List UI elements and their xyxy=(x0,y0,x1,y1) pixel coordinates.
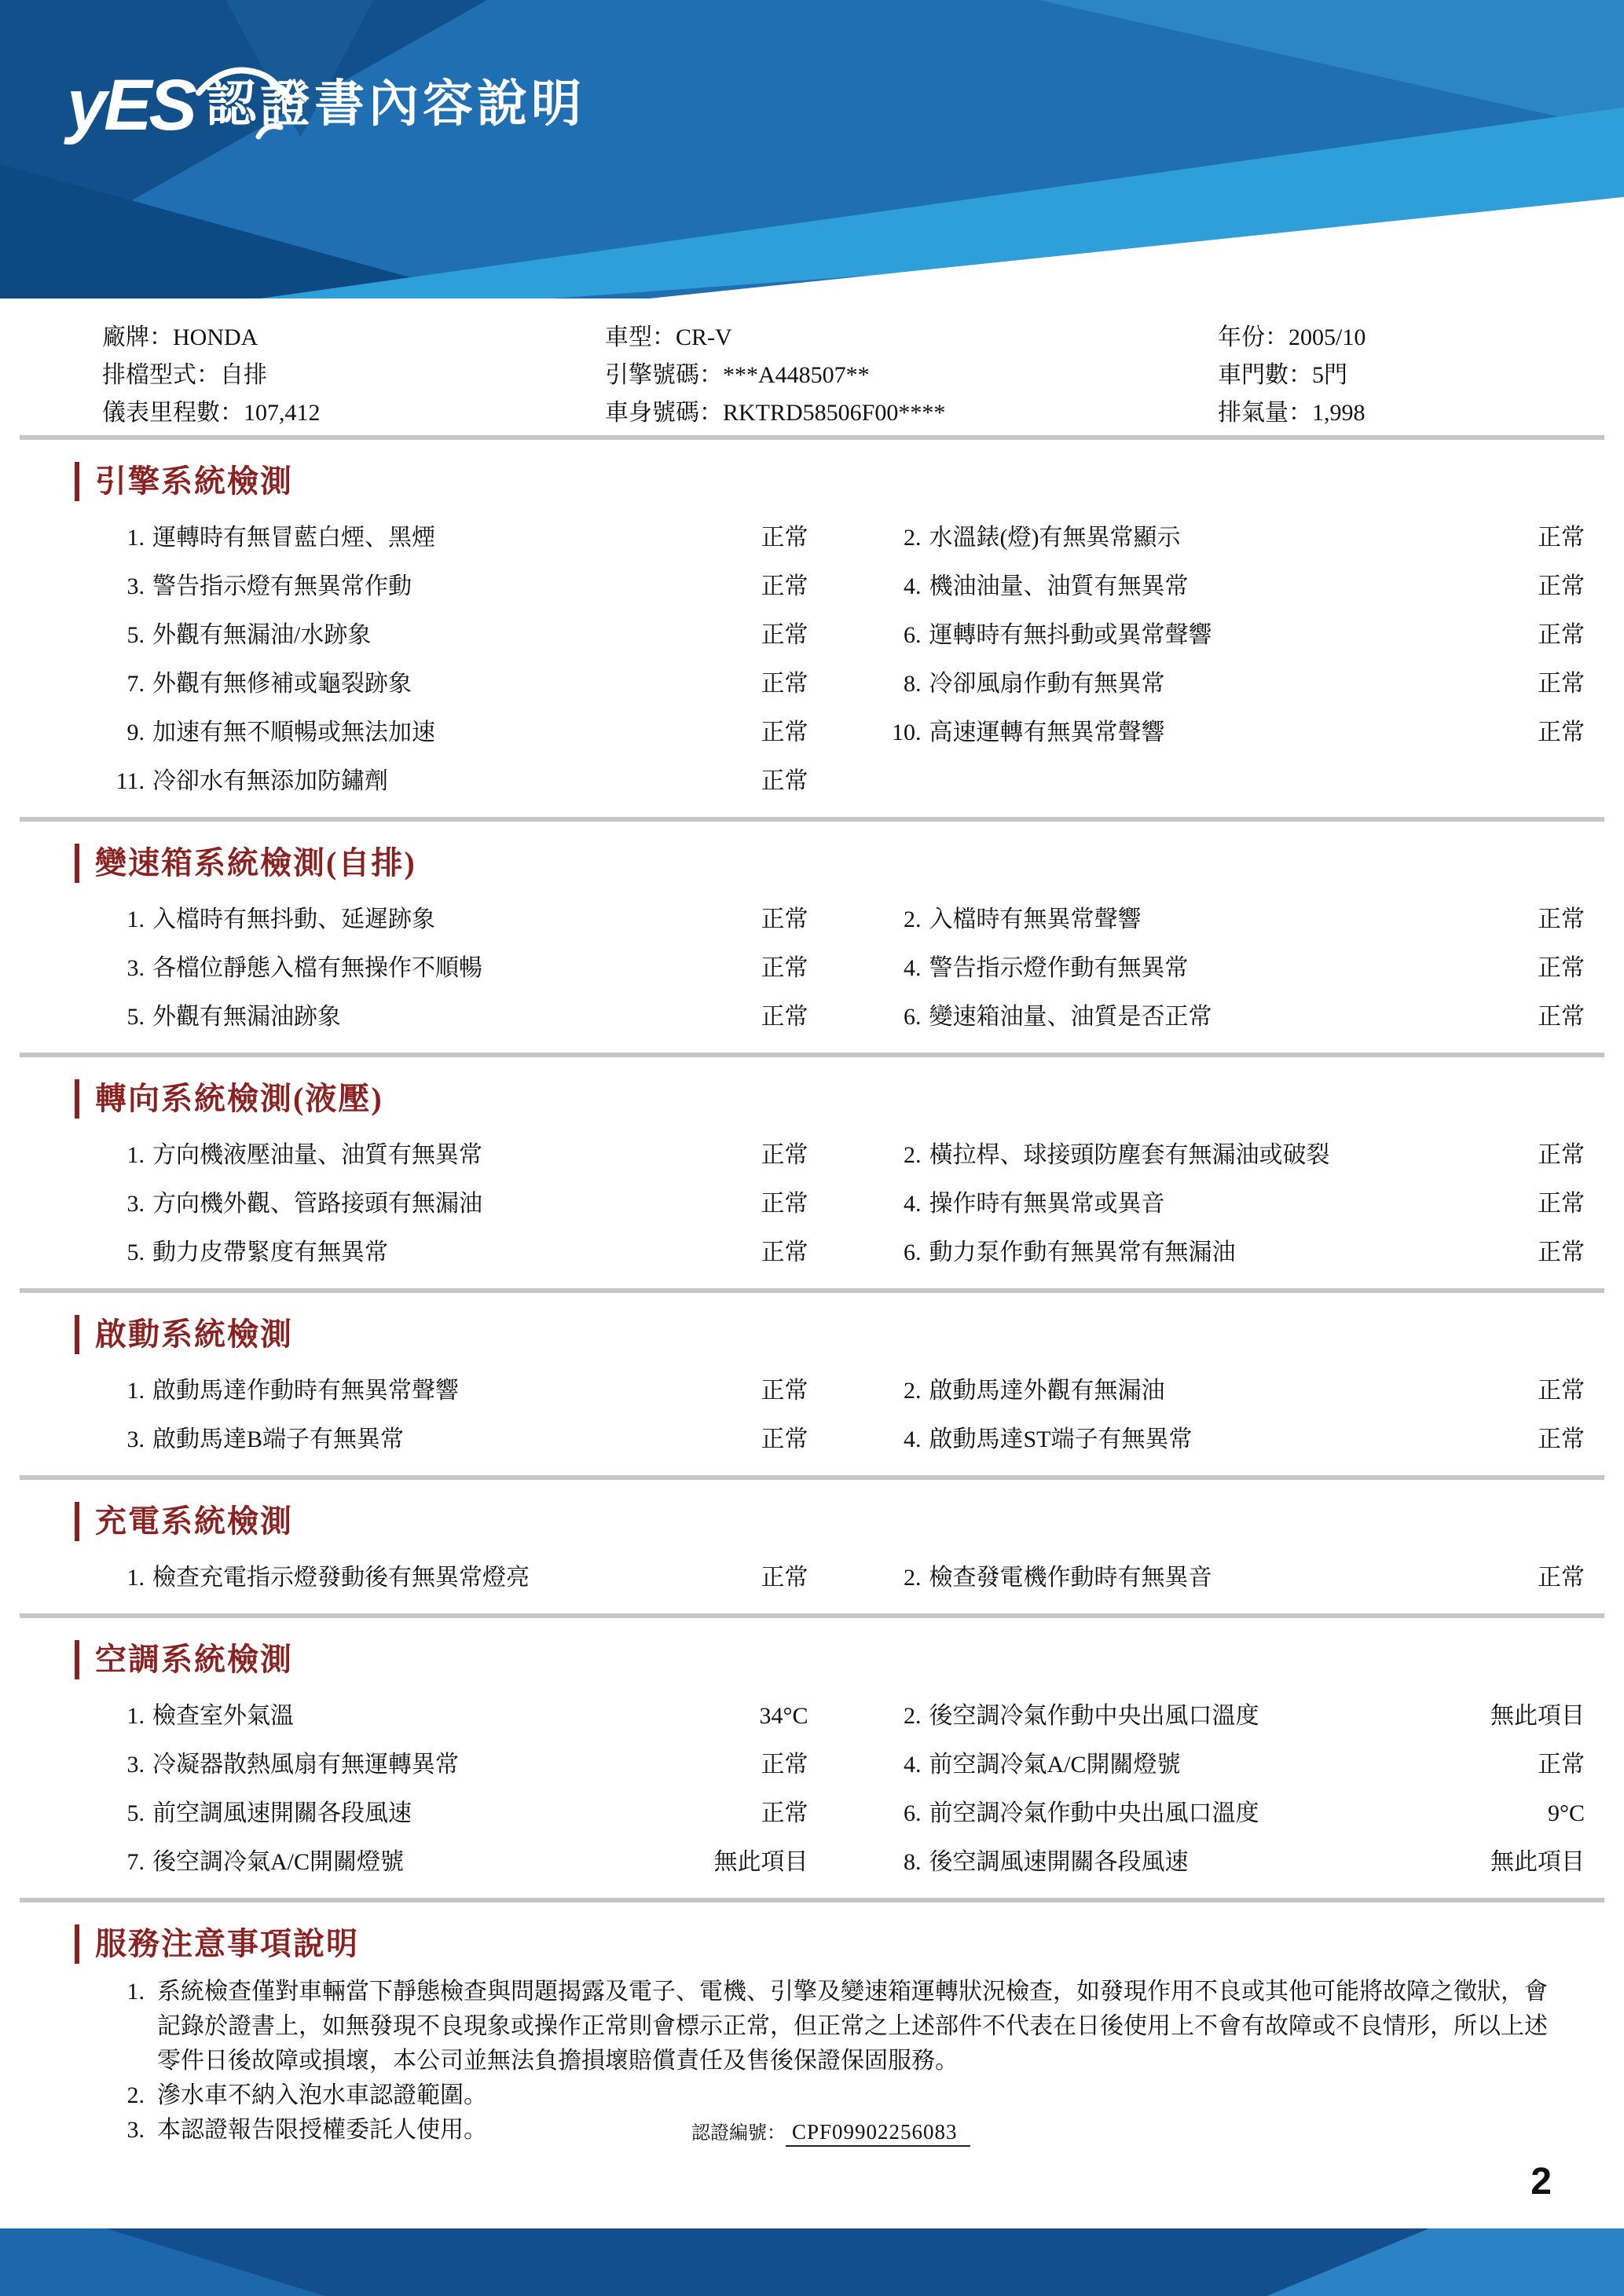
item-number: 2. xyxy=(904,1378,922,1404)
item-number: 3. xyxy=(126,1426,145,1452)
item-number: 8. xyxy=(904,671,922,697)
item-label: 後空調冷氣A/C開關燈號 xyxy=(152,1849,405,1875)
item-label: 加速有無不順暢或無法加速 xyxy=(152,720,435,745)
inspection-item xyxy=(871,895,1586,944)
item-result: 正常 xyxy=(761,906,808,932)
item-number: 4. xyxy=(904,1191,922,1217)
vehicle-info-field: 年份：2005/10 xyxy=(1218,324,1366,350)
inspection-item xyxy=(94,1180,808,1229)
item-result: 正常 xyxy=(761,1191,808,1217)
item-number: 7. xyxy=(126,671,145,697)
item-result: 正常 xyxy=(1538,671,1585,697)
service-notes xyxy=(0,1964,1624,2148)
inspection-item xyxy=(94,611,808,660)
item-label: 運轉時有無冒藍白煙、黑煙 xyxy=(152,525,435,551)
item-result: 正常 xyxy=(1538,573,1585,599)
section-title-service-notes: 服務注意事項說明 xyxy=(75,1924,1624,1964)
section-title-engine: 引擎系統檢測 xyxy=(75,462,1624,501)
item-result: 正常 xyxy=(1538,622,1585,648)
item-result: 正常 xyxy=(1538,955,1585,981)
inspection-item xyxy=(871,1367,1586,1415)
inspection-item xyxy=(871,514,1586,562)
item-label: 外觀有無漏油/水跡象 xyxy=(152,622,372,648)
item-label: 入檔時有無異常聲響 xyxy=(929,906,1142,932)
item-number: 10. xyxy=(892,720,922,745)
inspection-item xyxy=(94,944,808,993)
inspection-item xyxy=(871,1554,1586,1602)
item-result: 無此項目 xyxy=(1490,1703,1585,1729)
item-result: 正常 xyxy=(761,1378,808,1404)
inspection-item xyxy=(94,1367,808,1415)
section-service-notes xyxy=(0,1902,1624,2148)
certificate-number-value: CPF09902256083 xyxy=(786,2120,970,2147)
certificate-number-label: 認證編號： xyxy=(691,2123,786,2144)
item-result: 正常 xyxy=(1538,1426,1585,1452)
item-number: 9. xyxy=(126,720,145,745)
item-result: 正常 xyxy=(1538,1752,1585,1778)
item-label: 操作時有無異常或異音 xyxy=(929,1191,1165,1217)
inspection-item xyxy=(871,660,1586,709)
inspection-items xyxy=(0,1119,1624,1288)
item-label: 方向機液壓油量、油質有無異常 xyxy=(152,1142,482,1168)
section-title-steering: 轉向系統檢測(液壓) xyxy=(75,1079,1624,1119)
section-title-starter: 啟動系統檢測 xyxy=(75,1315,1624,1354)
section-steering xyxy=(0,1057,1624,1288)
inspection-items xyxy=(0,883,1624,1053)
item-label: 前空調冷氣作動中央出風口溫度 xyxy=(929,1800,1259,1826)
item-result: 正常 xyxy=(761,1565,808,1591)
vehicle-info-field: 排檔型式：自排 xyxy=(102,362,267,388)
vehicle-info-field: 引擎號碼：***A448507** xyxy=(605,362,870,388)
item-number: 6. xyxy=(904,1240,922,1265)
note-text: 滲水車不納入泡水車認證範圍。 xyxy=(157,2082,487,2108)
inspection-item xyxy=(871,1180,1586,1229)
inspection-items xyxy=(0,501,1624,817)
section-title-transmission: 變速箱系統檢測(自排) xyxy=(75,844,1624,883)
item-number: 7. xyxy=(126,1849,145,1875)
item-result: 正常 xyxy=(1538,525,1585,551)
inspection-item xyxy=(94,660,808,709)
inspection-item xyxy=(871,1229,1586,1277)
item-number: 4. xyxy=(904,1426,922,1452)
note-row xyxy=(102,2078,1553,2113)
inspection-item xyxy=(94,895,808,944)
item-number: 3. xyxy=(126,955,145,981)
item-number: 1. xyxy=(126,1142,145,1168)
inspection-item xyxy=(94,1741,808,1789)
inspection-item xyxy=(94,993,808,1042)
vehicle-info-field: 車身號碼：RKTRD58506F00**** xyxy=(605,400,946,426)
item-number: 1. xyxy=(126,1565,145,1591)
inspection-item xyxy=(871,1741,1586,1789)
item-label: 冷卻水有無添加防鏽劑 xyxy=(152,768,388,794)
item-result: 正常 xyxy=(1538,1565,1585,1591)
section-starter xyxy=(0,1293,1624,1475)
item-label: 機油油量、油質有無異常 xyxy=(929,573,1189,599)
item-label: 後空調風速開關各段風速 xyxy=(929,1849,1189,1875)
item-result: 正常 xyxy=(761,1240,808,1265)
item-result: 正常 xyxy=(761,525,808,551)
item-result: 正常 xyxy=(761,768,808,794)
vehicle-info-field: 車門數：5門 xyxy=(1218,362,1347,388)
item-number: 2. xyxy=(904,1142,922,1168)
item-result: 正常 xyxy=(1538,720,1585,745)
item-number: 4. xyxy=(904,573,922,599)
item-result: 正常 xyxy=(1538,1378,1585,1404)
item-label: 警告指示燈作動有無異常 xyxy=(929,955,1189,981)
inspection-item xyxy=(94,514,808,562)
inspection-item xyxy=(94,1554,808,1602)
item-number: 3. xyxy=(126,1191,145,1217)
vehicle-info xyxy=(0,298,1624,435)
item-label: 檢查發電機作動時有無異音 xyxy=(929,1565,1212,1591)
inspection-item xyxy=(94,757,808,806)
vehicle-info-field: 廠牌：HONDA xyxy=(102,324,258,350)
item-number: 2. xyxy=(904,1703,922,1729)
item-label: 外觀有無修補或龜裂跡象 xyxy=(152,671,412,697)
inspection-item xyxy=(871,1789,1586,1838)
item-number: 1. xyxy=(126,906,145,932)
item-result: 正常 xyxy=(1538,1240,1585,1265)
item-label: 啟動馬達作動時有無異常聲響 xyxy=(152,1378,459,1404)
item-label: 冷凝器散熱風扇有無運轉異常 xyxy=(152,1752,459,1778)
section-transmission xyxy=(0,822,1624,1053)
item-label: 各檔位靜態入檔有無操作不順暢 xyxy=(152,955,482,981)
item-label: 冷卻風扇作動有無異常 xyxy=(929,671,1165,697)
item-label: 檢查室外氣溫 xyxy=(152,1703,294,1729)
page-number: 2 xyxy=(1531,2161,1552,2203)
item-label: 高速運轉有無異常聲響 xyxy=(929,720,1165,745)
inspection-item xyxy=(94,709,808,757)
item-number: 1. xyxy=(126,525,145,551)
item-number: 1. xyxy=(126,1378,145,1404)
item-result: 正常 xyxy=(761,1800,808,1826)
item-result: 正常 xyxy=(1538,1004,1585,1030)
item-number: 2. xyxy=(904,906,922,932)
item-label: 啟動馬達B端子有無異常 xyxy=(152,1426,405,1452)
inspection-item xyxy=(94,1692,808,1741)
inspection-item xyxy=(94,1131,808,1180)
inspection-item xyxy=(871,1692,1586,1741)
item-result: 正常 xyxy=(761,1426,808,1452)
yes-logo-text: yES xyxy=(67,65,194,145)
note-number: 2. xyxy=(126,2082,145,2108)
item-label: 前空調風速開關各段風速 xyxy=(152,1800,412,1826)
inspection-items xyxy=(0,1541,1624,1613)
inspection-item xyxy=(871,562,1586,611)
item-label: 後空調冷氣作動中央出風口溫度 xyxy=(929,1703,1259,1729)
item-result: 正常 xyxy=(761,671,808,697)
inspection-item xyxy=(94,1838,808,1887)
note-number: 3. xyxy=(126,2117,145,2143)
vehicle-info-field: 儀表里程數：107,412 xyxy=(102,400,321,426)
vehicle-info-field: 排氣量：1,998 xyxy=(1218,400,1366,426)
item-number: 4. xyxy=(904,955,922,981)
item-label: 外觀有無漏油跡象 xyxy=(152,1004,341,1030)
item-number: 2. xyxy=(904,1565,922,1591)
item-label: 前空調冷氣A/C開關燈號 xyxy=(929,1752,1181,1778)
section-title-charging: 充電系統檢測 xyxy=(75,1502,1624,1541)
item-label: 運轉時有無抖動或異常聲響 xyxy=(929,622,1212,648)
inspection-items xyxy=(0,1354,1624,1475)
item-number: 11. xyxy=(115,768,145,794)
item-number: 5. xyxy=(126,1800,145,1826)
inspection-item xyxy=(871,944,1586,993)
item-result: 9°C xyxy=(1547,1800,1585,1826)
note-text: 本認證報告限授權委託人使用。 xyxy=(157,2117,487,2143)
footer-banner xyxy=(0,2228,1624,2296)
item-result: 正常 xyxy=(1538,1142,1585,1168)
item-result: 正常 xyxy=(761,1004,808,1030)
section-engine xyxy=(0,440,1624,817)
vehicle-info-field: 車型：CR-V xyxy=(605,324,732,350)
item-number: 3. xyxy=(126,573,145,599)
item-result: 正常 xyxy=(761,720,808,745)
inspection-item xyxy=(94,1415,808,1464)
item-result: 正常 xyxy=(761,622,808,648)
item-result: 正常 xyxy=(761,1142,808,1168)
item-number: 6. xyxy=(904,1004,922,1030)
section-charging xyxy=(0,1480,1624,1613)
item-label: 檢查充電指示燈發動後有無異常燈亮 xyxy=(152,1565,530,1591)
item-number: 5. xyxy=(126,622,145,648)
page-title: 認證書內容說明 xyxy=(206,75,585,132)
item-number: 1. xyxy=(126,1703,145,1729)
item-result: 正常 xyxy=(761,573,808,599)
item-label: 水溫錶(燈)有無異常顯示 xyxy=(929,525,1181,551)
item-result: 正常 xyxy=(761,955,808,981)
item-label: 動力皮帶緊度有無異常 xyxy=(152,1240,388,1265)
item-number: 8. xyxy=(904,1849,922,1875)
section-air-conditioning xyxy=(0,1618,1624,1898)
item-number: 3. xyxy=(126,1752,145,1778)
item-number: 4. xyxy=(904,1752,922,1778)
item-label: 變速箱油量、油質是否正常 xyxy=(929,1004,1212,1030)
item-number: 6. xyxy=(904,622,922,648)
item-number: 5. xyxy=(126,1240,145,1265)
item-number: 2. xyxy=(904,525,922,551)
inspection-item xyxy=(94,562,808,611)
inspection-item xyxy=(94,1789,808,1838)
item-result: 正常 xyxy=(761,1752,808,1778)
inspection-item xyxy=(871,1415,1586,1464)
item-result: 無此項目 xyxy=(713,1849,808,1875)
inspection-item xyxy=(871,1131,1586,1180)
item-result: 無此項目 xyxy=(1490,1849,1585,1875)
item-result: 正常 xyxy=(1538,906,1585,932)
item-label: 啟動馬達ST端子有無異常 xyxy=(929,1426,1193,1452)
item-number: 5. xyxy=(126,1004,145,1030)
inspection-item xyxy=(94,1229,808,1277)
item-label: 警告指示燈有無異常作動 xyxy=(152,573,412,599)
note-row xyxy=(102,1975,1553,2078)
inspection-items xyxy=(0,1679,1624,1898)
inspection-item xyxy=(871,611,1586,660)
inspection-item xyxy=(871,709,1586,757)
note-number: 1. xyxy=(126,1979,145,2005)
note-text: 系統檢查僅對車輛當下靜態檢查與問題揭露及電子、電機、引擎及變速箱運轉狀況檢查，如發現作用不良或其他可能將故障之徵狀，會記錄於證書上，如無發現不良現象或操作正常則會標示正常，但正常之上述部件不代表在日後使用上不會有故障或不良情形，所以上述零件日後故障或損壞，本公司並無法負擔損壞賠償責任及售後保證保固服務。 xyxy=(157,1979,1548,2074)
header-banner xyxy=(0,0,1624,298)
certificate-number-row xyxy=(691,2117,970,2144)
item-label: 方向機外觀、管路接頭有無漏油 xyxy=(152,1191,482,1217)
item-label: 入檔時有無抖動、延遲跡象 xyxy=(152,906,435,932)
item-result: 34°C xyxy=(759,1703,808,1729)
item-label: 啟動馬達外觀有無漏油 xyxy=(929,1378,1165,1404)
item-result: 正常 xyxy=(1538,1191,1585,1217)
item-label: 橫拉桿、球接頭防塵套有無漏油或破裂 xyxy=(929,1142,1330,1168)
inspection-item xyxy=(871,993,1586,1042)
inspection-item xyxy=(871,1838,1586,1887)
item-label: 動力泵作動有無異常有無漏油 xyxy=(929,1240,1236,1265)
section-title-air-conditioning: 空調系統檢測 xyxy=(75,1640,1624,1679)
item-number: 6. xyxy=(904,1800,922,1826)
